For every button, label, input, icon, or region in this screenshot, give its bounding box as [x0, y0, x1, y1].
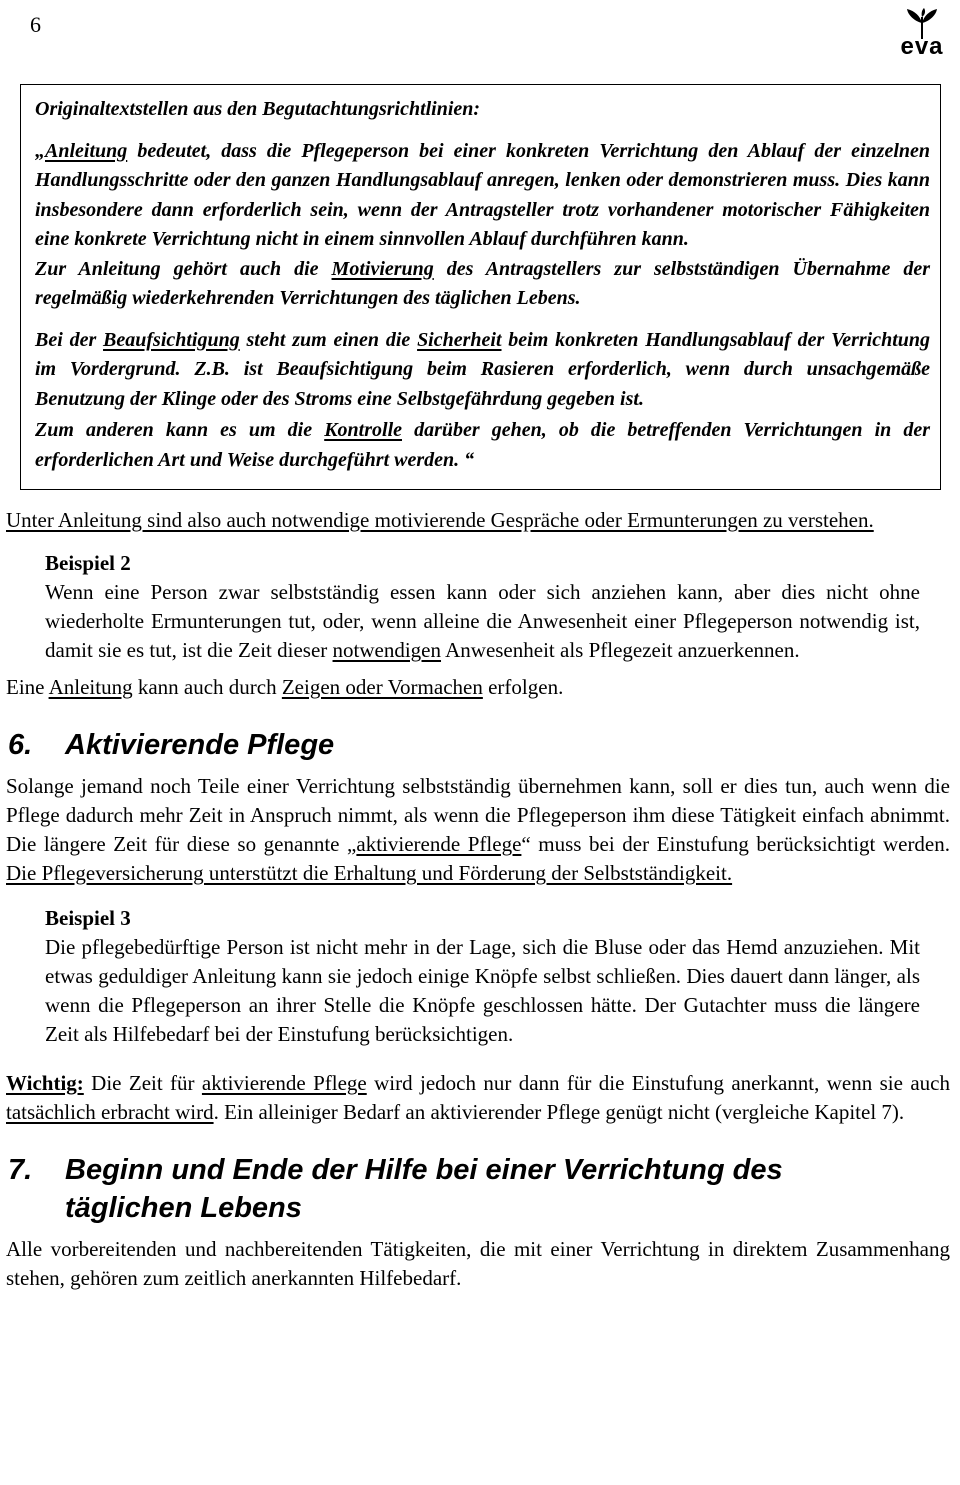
- quote-box: [20, 84, 941, 490]
- section-7-heading: [8, 1151, 950, 1227]
- section-6-number: 6.: [8, 729, 33, 761]
- quote-box-title: Originaltextstellen aus den Begutachtungsrichtlinien:: [35, 98, 481, 120]
- beispiel-2-block: [45, 549, 920, 665]
- logo-text: eva: [900, 33, 944, 60]
- wichtig-block: [0, 1069, 960, 1127]
- beispiel-3-text: Die pflegebedürftige Person ist nicht mehr in der Lage, sich die Bluse oder das Hemd anzuziehen. Mit etwas geduldiger Anleitung kann sie jedoch einige Knöpfe selbst schließen. Dies dauert dann länger, als wenn die Pflegeperson an ihrer Stelle die Knöpfe geschlossen hätte. Der Gutachter muss die längere Zeit als Hilfebedarf bei der Einstufung berücksichtigen.: [45, 935, 920, 1046]
- paragraph-unter-anleitung: Unter Anleitung sind also auch notwendige motivierende Gespräche oder Ermunterungen zu verstehen.: [6, 508, 874, 532]
- section-6-paragraph: Solange jemand noch Teile einer Verrichtung selbstständig übernehmen kann, soll er dies tun, auch wenn die Pflege dadurch mehr Zeit in Anspruch nimmt, als wenn die Pflegeperson ihm diese Tätigkeit einfach abnimmt. Die längere Zeit für diese so genannte „aktivierende Pflege“ muss bei der Einstufung berücksichtigt werden. Die Pflegeversicherung unterstützt die Erhaltung und Förderung der Selbstständigkeit.: [6, 774, 951, 885]
- page-header: [0, 0, 960, 70]
- quote-paragraph-anleitung: „Anleitung bedeutet, dass die Pflegeperson bei einer konkreten Verrichtung den Ablauf der einzelnen Handlungsschritte oder den ganzen Handlungsablauf anregen, lenken oder demonstrieren muss. Dies kann insbesondere dann erforderlich sein, wenn der Antragsteller trotz vorhandener motorischer Fähigkeiten eine konkrete Verrichtung nicht in einem sinnvollen Ablauf durchführen kann.: [35, 139, 930, 250]
- section-6-heading: [8, 726, 950, 764]
- eva-logo: [894, 8, 950, 61]
- section-7-title: Beginn und Ende der Hilfe bei einer Verrichtung des täglichen Lebens: [65, 1154, 783, 1224]
- section-7-number: 7.: [8, 1154, 33, 1186]
- paragraph-wichtig: Wichtig: Die Zeit für aktivierende Pflege wird jedoch nur dann für die Einstufung anerkannt, wenn sie auch tatsächlich erbracht wird. Ein alleiniger Bedarf an aktivierender Pflege genügt nicht (vergleiche Kapitel 7).: [6, 1071, 950, 1124]
- beispiel-2-label: Beispiel 2: [45, 551, 131, 575]
- beispiel-3-block: [45, 904, 920, 1049]
- quote-paragraph-kontrolle: Zum anderen kann es um die Kontrolle darüber gehen, ob die betreffenden Verrichtungen in der erforderlichen Art und Weise durchgeführt werden. “: [35, 419, 930, 471]
- section-6-title: Aktivierende Pflege: [65, 729, 335, 761]
- closing-paragraph: Alle vorbereitenden und nachbereitenden Tätigkeiten, die mit einer Verrichtung in direktem Zusammenhang stehen, gehören zum zeitlich anerkannten Hilfebedarf.: [6, 1237, 950, 1290]
- paragraph-anleitung-zeigen: Eine Anleitung kann auch durch Zeigen oder Vormachen erfolgen.: [6, 675, 564, 699]
- quote-paragraph-beaufsichtigung: Bei der Beaufsichtigung steht zum einen die Sicherheit beim konkreten Handlungsablauf der Verrichtung im Vordergrund. Z.B. ist Beaufsichtigung beim Rasieren erforderlich, wenn durch unsachgemäße Benutzung der Klinge oder des Stroms eine Selbstgefährdung gegeben ist.: [35, 328, 931, 410]
- quote-paragraph-motivierung: Zur Anleitung gehört auch die Motivierung des Antragstellers zur selbstständigen Übernahme der regelmäßig wiederkehrenden Verrichtungen des täglichen Lebens.: [35, 257, 930, 309]
- page-number: 6: [30, 12, 41, 37]
- beispiel-3-label: Beispiel 3: [45, 906, 131, 930]
- beispiel-2-text: Wenn eine Person zwar selbstständig essen kann oder sich anziehen kann, aber dies nicht ohne wiederholte Ermunterungen tut, oder, wenn alleine die Anwesenheit einer Pflegeperson notwendig ist, damit sie es tut, ist die Zeit dieser notwendigen Anwesenheit als Pflegezeit anzuerkennen.: [45, 580, 920, 662]
